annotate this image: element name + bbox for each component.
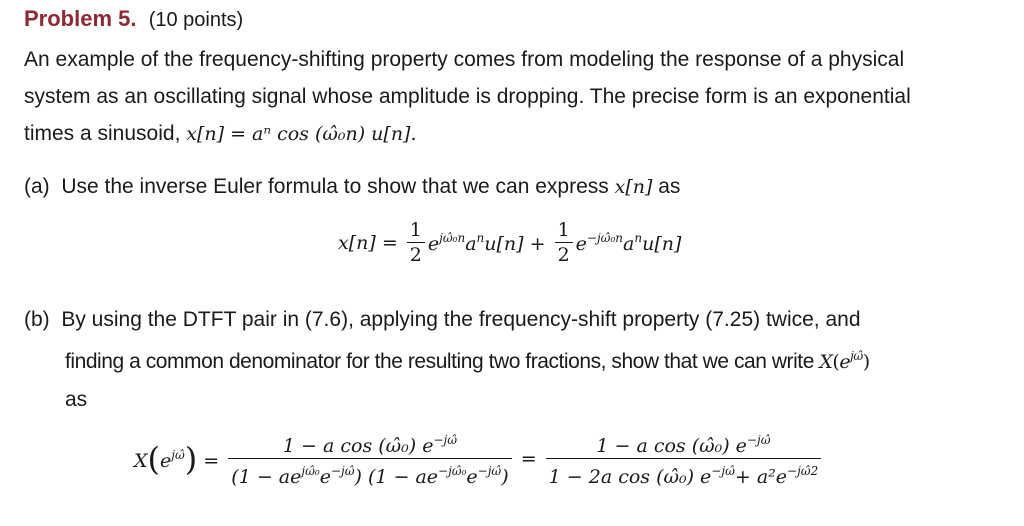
- part-a-label: (a): [24, 175, 50, 198]
- intro-line-3: times a sinusoid, x[n] = aⁿ cos (ω̂₀n) u[n].: [24, 122, 417, 145]
- half-fraction-1: $\frac{1}{2}$: [407, 218, 425, 267]
- problem-points: (10 points): [148, 9, 244, 31]
- part-a-text: (a) Use the inverse Euler formula to show that we can express x[n] as: [24, 175, 681, 198]
- intro-line-1: An example of the frequency-shifting property comes from modeling the response of a physical: [24, 48, 905, 71]
- part-b-line-3: as: [65, 388, 88, 411]
- dtft-fraction-2: $\frac{1 - a \cos (\omegâ_0) e^{-j\omegâ}}{1 - 2a \cos (\omegâ_0) e^{-j\omegâ}+ a^2e^{-j\omegâ2}}$: [546, 428, 822, 489]
- problem-title: [24, 6, 243, 32]
- part-b-line-2: finding a common denominator for the resulting two fractions, show that we can write $X(e^{j\omegâ})$: [65, 349, 870, 373]
- part-b-line-1: (b) By using the DTFT pair in (7.6), applying the frequency-shift property (7.25) twice, and: [24, 308, 861, 331]
- part-b-equation: $X(e^{j\omegâ})$ = $\frac{1 - a \cos (\omegâ_0) e^{-j\omegâ}}{(1 - ae^{j\omegâ_0}e^{-j\omegâ}) (1 - ae^{-j\omegâ_0}e^{-j\omegâ})}$ = $\frac{1 - a \cos (\omegâ_0) e^{-j\omegâ}}{1 - 2a \cos (\omegâ_0) e^{-j\omegâ}+ a^2e^{-j\omegâ2}}$: [134, 428, 824, 489]
- part-b-text: [24, 301, 870, 418]
- problem-number: Problem 5.: [24, 6, 137, 31]
- intro-paragraph: [24, 41, 911, 153]
- intro-signal-formula: x[n] = aⁿ cos (ω̂₀n) u[n].: [186, 123, 417, 145]
- part-b-label: (b): [24, 308, 50, 331]
- intro-line-2: system as an oscillating signal whose amplitude is dropping. The precise form is an exponential: [24, 85, 911, 108]
- dtft-fraction-1: $\frac{1 - a \cos (\omegâ_0) e^{-j\omegâ}}{(1 - ae^{j\omegâ_0}e^{-j\omegâ}) (1 - ae^{-j\omegâ_0}e^{-j\omegâ})}$: [228, 428, 511, 489]
- part-a-equation: x[n] = $\frac{1}{2}$ $e^{j\omegâ_0n}a^nu[n]$ + $\frac{1}{2}$ $e^{-j\omegâ_0n}a^nu[n]$: [338, 219, 682, 266]
- half-fraction-2: $\frac{1}{2}$: [555, 218, 573, 267]
